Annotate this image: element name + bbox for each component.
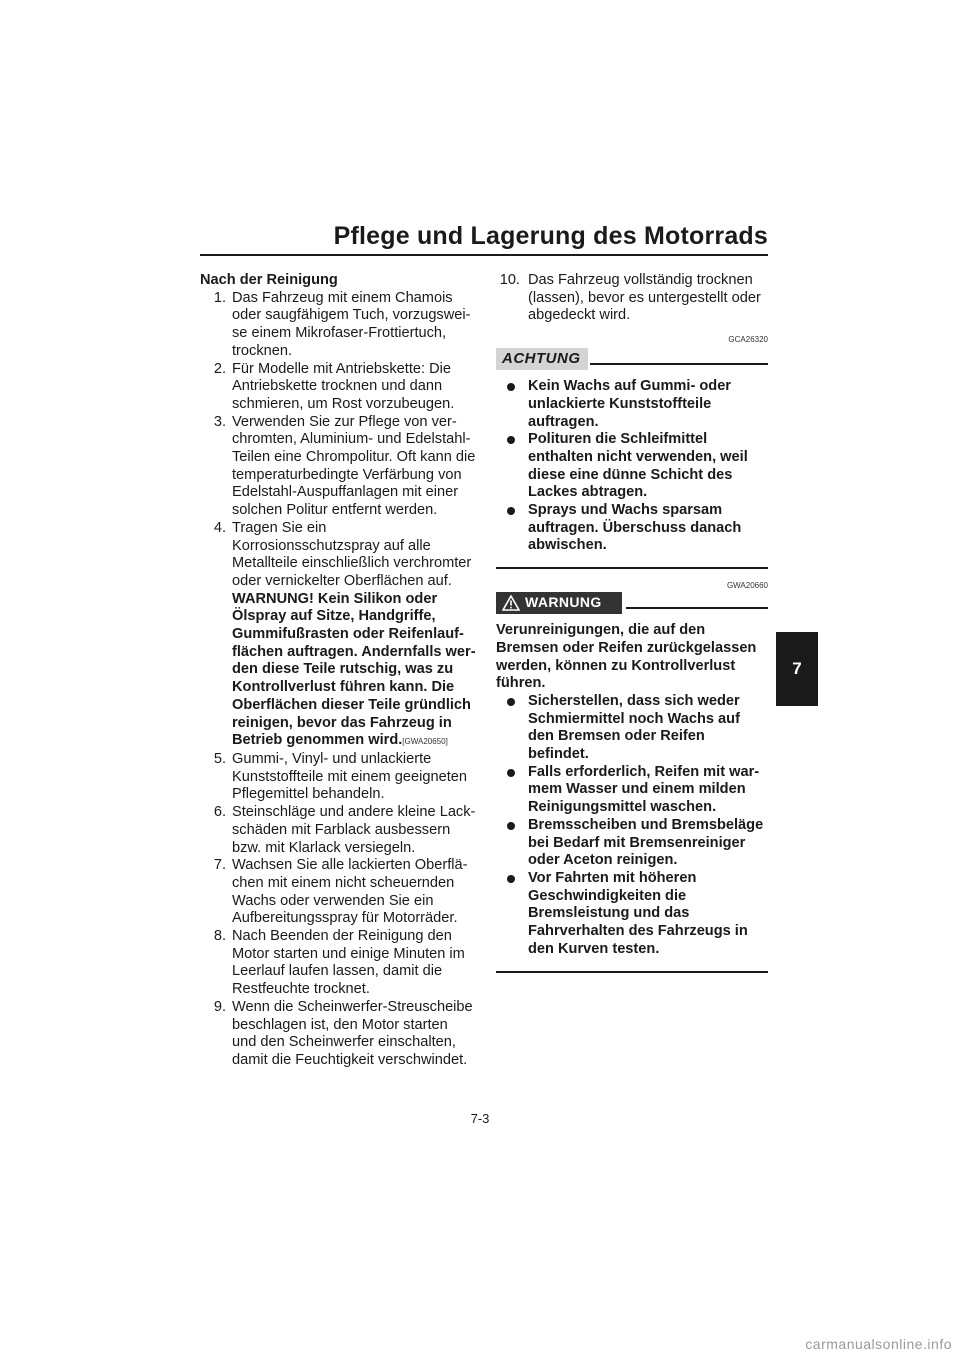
warnung-bullets [496, 693, 768, 959]
watermark: carmanualsonline.info [805, 1336, 952, 1352]
warnung-code: GWA20660 [726, 581, 768, 591]
page-number: 7-3 [470, 1111, 490, 1126]
achtung-header [496, 348, 768, 370]
warnung-label: WARNUNG [525, 594, 602, 611]
list-item: Vor Fahrten mit höheren Geschwindigkeiten die Bremsleistung und das Fahrverhalten des Fahrzeugs in den Kurven testen. [496, 870, 768, 959]
warnung-intro: Verunreinigungen, die auf den Bremsen oder Reifen zurückgelassen werden, können zu Kontrollverlust führen. [496, 622, 757, 692]
warning-triangle-icon [502, 595, 520, 611]
bullet-icon [507, 507, 515, 515]
list-item: 1. Das Fahrzeug mit einem Chamois oder saugfähigem Tuch, vorzugsweise einem Mikrofaser-Frottiertuch, trocknen. [213, 289, 471, 359]
list-item: Bremsscheiben und Bremsbeläge bei Bedarf mit Bremsenreiniger oder Aceton reinigen. [496, 817, 768, 870]
title-rule [200, 254, 768, 256]
bullet-icon [507, 436, 515, 444]
warning-code: [GWA20650] [402, 737, 448, 747]
list-item: 5. Gummi-, Vinyl- und unlackierte Kunststoffteile mit einem geeigneten Pflegemittel behandeln. [213, 750, 467, 803]
bullet-icon [507, 769, 515, 777]
cleaning-steps-list [200, 290, 476, 1070]
list-item: 4. Tragen Sie ein Korrosionsschutzspray auf alle Metallteile einschließlich verchromter oder vernickelter Oberflächen auf. WARNUNG! Kein Silikon oder Ölspray auf Sitze, Handgriffe, Gummifußrasten oder Reifenlaufflächen auftragen. Andernfalls werden diese Teile rutschig, was zu Kontrollverlust führen kann. Die Oberflächen dieser Teile gründlich reinigen, bevor das Fahrzeug in Betrieb genommen wird.[GWA20650] [213, 519, 476, 749]
page-title: Pflege und Lagerung des Motorrads [333, 222, 768, 250]
list-item: Sprays und Wachs sparsam auftragen. Überschuss danach abwischen. [496, 502, 768, 555]
list-item: 3. Verwenden Sie zur Pflege von verchromten, Aluminium- und Edelstahl-Teilen eine Chrompolitur. Oft kann die temperaturbedingte Verfärbung von Edelstahl-Auspuffanlagen mit einer solchen Politur entfernt werden. [213, 413, 476, 519]
list-item: 2. Für Modelle mit Antriebskette: Die Antriebskette trocknen und dann schmieren, um Rost vorzubeugen. [213, 360, 455, 412]
achtung-code: GCA26320 [728, 335, 768, 345]
chapter-tab: 7 [776, 632, 818, 706]
right-column [496, 272, 768, 973]
list-item: 9. Wenn die Scheinwerfer-Streuscheibe beschlagen ist, den Motor starten und den Scheinwerfer einschalten, damit die Feuchtigkeit verschwindet. [213, 998, 473, 1068]
list-item: Sicherstellen, dass sich weder Schmiermittel noch Wachs auf den Bremsen oder Reifen befindet. [496, 693, 768, 764]
list-item: Polituren die Schleifmittel enthalten nicht verwenden, weil diese eine dünne Schicht des Lackes abtragen. [496, 431, 768, 502]
achtung-end-rule [496, 567, 768, 569]
achtung-bullets [496, 378, 768, 555]
list-item: 8. Nach Beenden der Reinigung den Motor starten und einige Minuten im Leerlauf laufen lassen, damit die Restfeuchte trocknet. [213, 928, 465, 998]
inline-warning: WARNUNG! Kein Silikon oder Ölspray auf Sitze, Handgriffe, Gummifußrasten oder Reifenlaufflächen auftragen. Andernfalls werden diese Teile rutschig, was zu Kontrollverlust führen kann. Die Oberflächen dieser Teile gründlich reinigen, bevor das Fahrzeug in Betrieb genommen wird. [232, 590, 476, 749]
bullet-icon [507, 383, 515, 391]
list-item: Falls erforderlich, Reifen mit warmem Wasser und einem milden Reinigungsmittel waschen. [496, 764, 768, 817]
left-column [200, 272, 476, 1070]
warnung-label-box [496, 592, 622, 614]
list-item: 6. Steinschläge und andere kleine Lackschäden mit Farblack ausbessern bzw. mit Klarlack versiegeln. [213, 804, 476, 856]
bullet-icon [507, 822, 515, 830]
bullet-icon [507, 698, 515, 706]
section-heading: Nach der Reinigung [200, 272, 338, 288]
warnung-rule [626, 607, 768, 609]
warnung-end-rule [496, 971, 768, 973]
achtung-rule [590, 363, 768, 365]
warnung-header [496, 592, 768, 614]
list-item: Kein Wachs auf Gummi- oder unlackierte Kunststoffteile auftragen. [496, 378, 768, 431]
bullet-icon [507, 875, 515, 883]
list-item: 10. Das Fahrzeug vollständig trocknen (lassen), bevor es untergestellt oder abgedeckt wird. [499, 272, 761, 324]
cleaning-steps-list-continued [496, 272, 768, 325]
list-item: 7. Wachsen Sie alle lackierten Oberflächen mit einem nicht scheuernden Wachs oder verwenden Sie ein Aufbereitungsspray für Motorräder. [213, 857, 468, 927]
achtung-label: ACHTUNG [496, 348, 588, 370]
